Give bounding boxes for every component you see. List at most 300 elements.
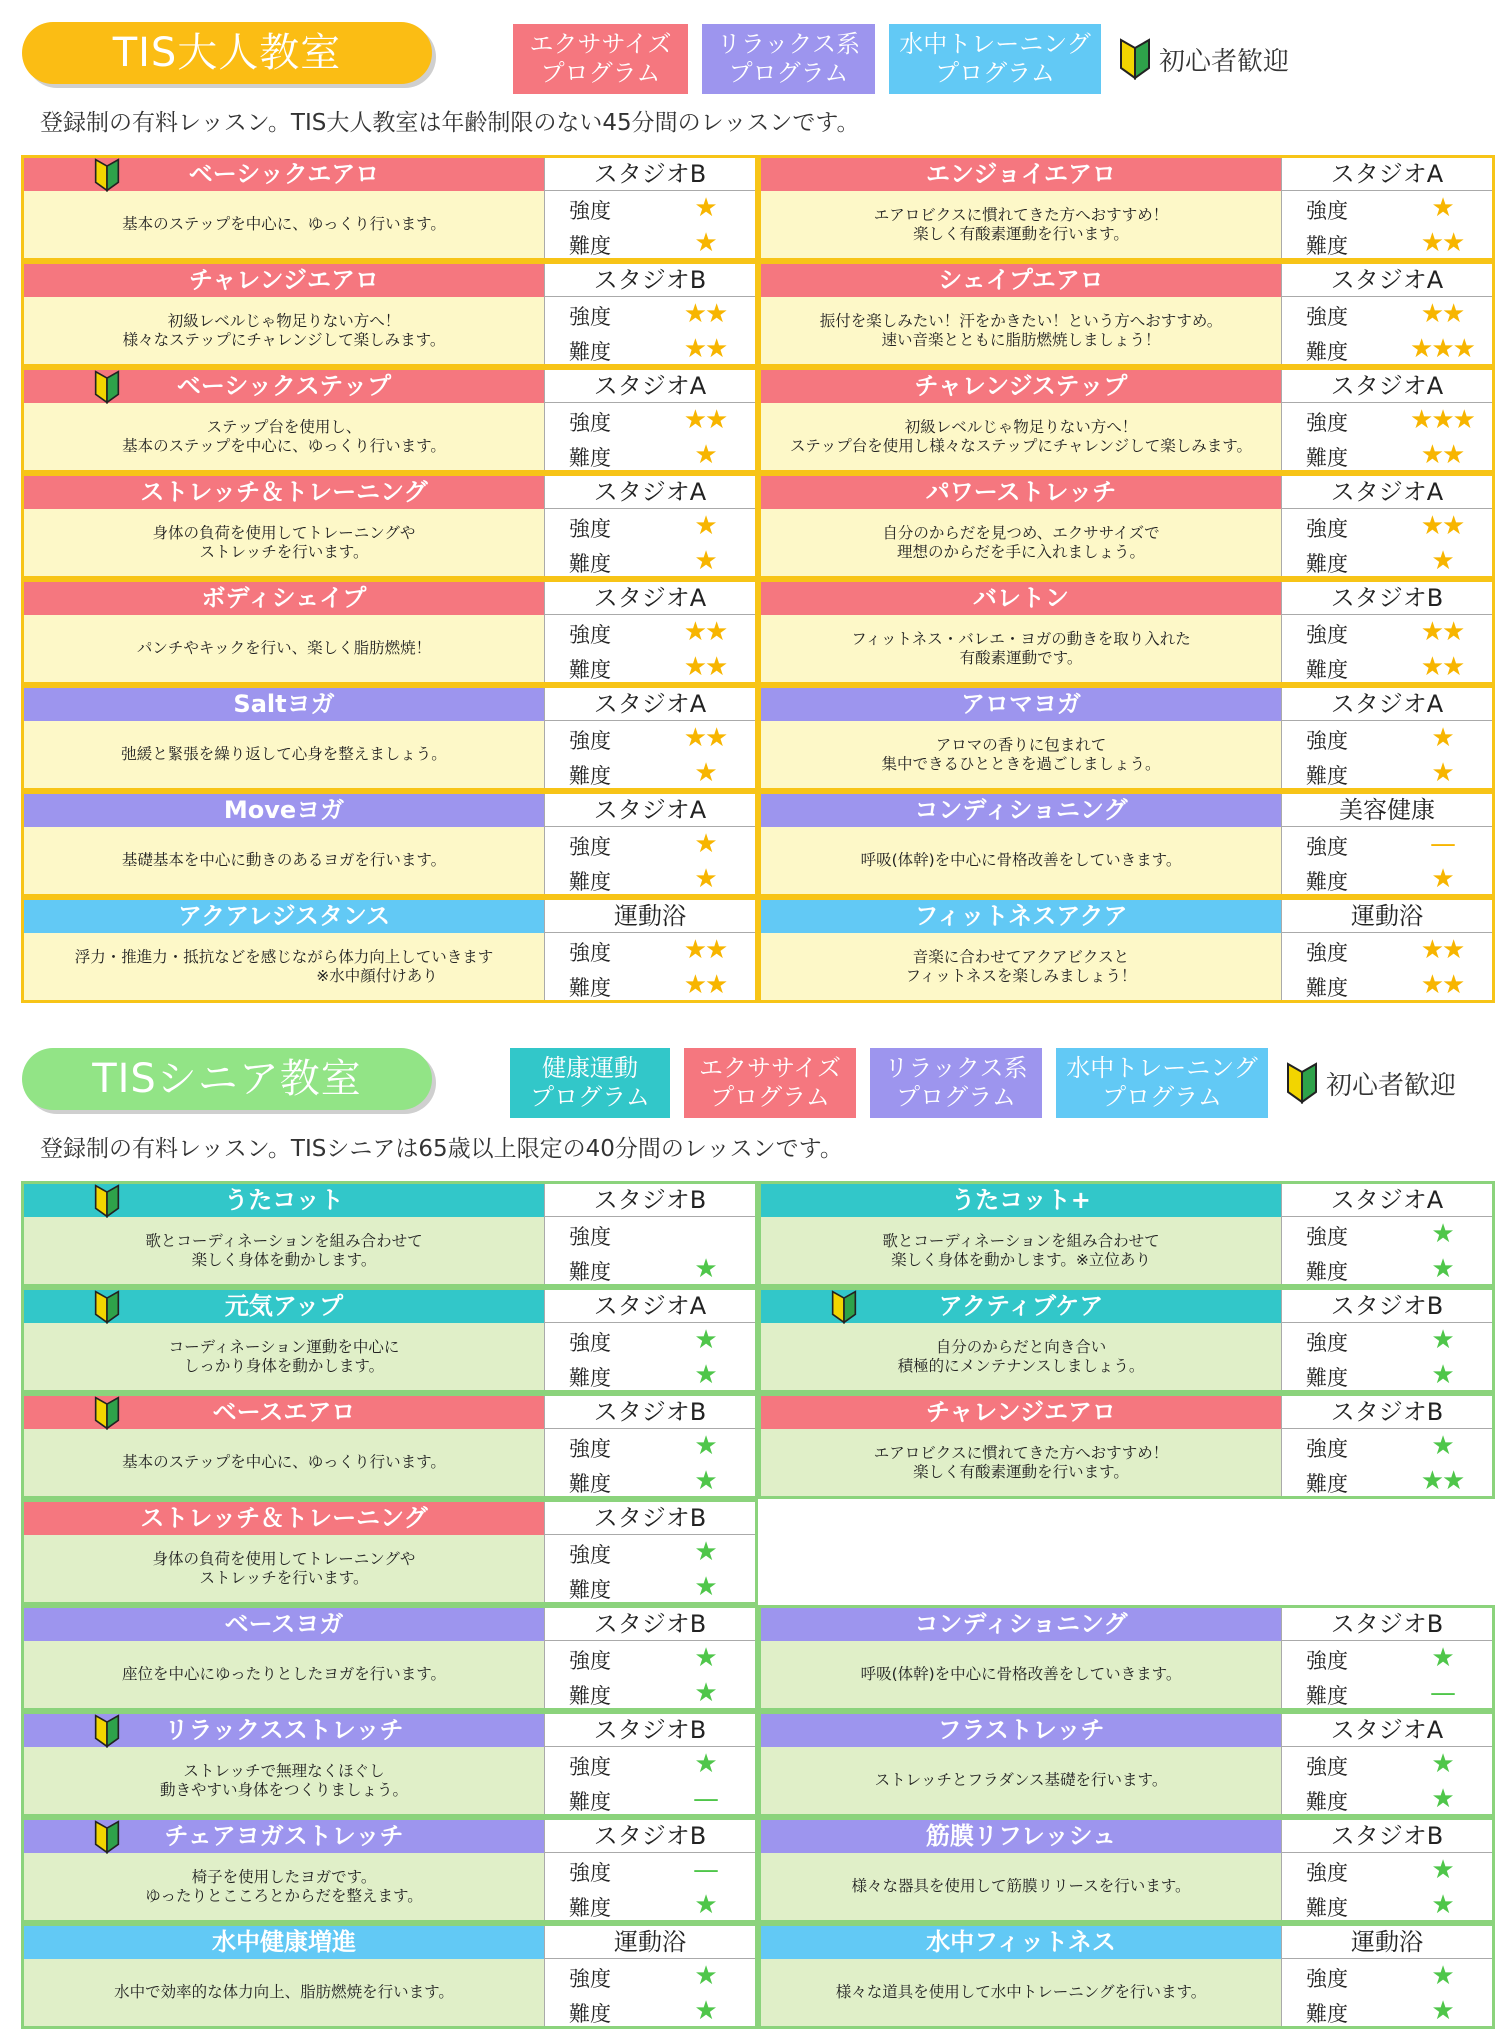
lesson-card (21, 367, 758, 473)
intensity-label: 強度 (569, 1755, 611, 1779)
intensity-label: 強度 (1306, 1331, 1348, 1355)
lesson-studio: スタジオA (544, 688, 755, 721)
lesson-card (21, 685, 758, 791)
difficulty-label: 難度 (1306, 340, 1348, 364)
lesson-ratings (1281, 1853, 1492, 1920)
lesson-name (24, 1396, 544, 1429)
difficulty-row (1282, 1358, 1492, 1394)
difficulty-stars: — (1430, 1678, 1454, 1708)
legend-beginner-label: 初心者歓迎 (1326, 1070, 1457, 1101)
lesson-name (761, 1184, 1281, 1217)
intensity-stars: ★ (1431, 1643, 1453, 1673)
lesson-card (21, 1181, 758, 1287)
difficulty-label: 難度 (569, 1684, 611, 1708)
lesson-description: コーディネーション運動を中心に しっかり身体を動かします。 (168, 1337, 400, 1375)
lesson-card (21, 791, 758, 897)
difficulty-label: 難度 (569, 552, 611, 576)
lesson-name (24, 370, 544, 403)
intensity-stars: ★ (694, 193, 716, 223)
lesson-studio: スタジオB (544, 1714, 755, 1747)
intensity-label: 強度 (1306, 729, 1348, 753)
lesson-ratings (1281, 297, 1492, 364)
lesson-ratings (1281, 721, 1492, 788)
difficulty-label: 難度 (569, 446, 611, 470)
legend-relax-label: リラックス系 プログラム (716, 30, 861, 87)
lesson-card (758, 1817, 1495, 1923)
legend-aqua-label: 水中トレーニング プログラム (1066, 1054, 1258, 1111)
beginner-mark-icon (831, 1290, 857, 1324)
lesson-name-label: 筋膜リフレッシュ (925, 1822, 1117, 1850)
intensity-stars: ★ (694, 1537, 716, 1567)
lesson-description: 様々な器具を使用して筋膜リリースを行います。 (851, 1877, 1191, 1895)
lesson-name-label: チャレンジエアロ (925, 1398, 1117, 1426)
adult-legend (513, 24, 1289, 94)
senior-lesson-grid (21, 1181, 1495, 2031)
intensity-row (545, 1535, 755, 1571)
difficulty-row (545, 650, 755, 686)
lesson-name-label: パワーストレッチ (925, 478, 1117, 506)
lesson-ratings (544, 933, 755, 1000)
lesson-studio: スタジオA (1281, 476, 1492, 509)
lesson-ratings (544, 1959, 755, 2026)
lesson-card (21, 155, 758, 261)
lesson-name-label: ストレッチ＆トレーニング (140, 478, 428, 506)
lesson-description: ステップ台を使用し、 基本のステップを中心に、ゆっくり行います。 (122, 417, 446, 455)
lesson-name (24, 1502, 544, 1535)
difficulty-stars: ★ (1431, 1890, 1453, 1920)
lesson-studio: スタジオA (544, 582, 755, 615)
lesson-name-label: うたコット+ (951, 1186, 1091, 1214)
intensity-row (545, 721, 755, 757)
difficulty-label: 難度 (1306, 764, 1348, 788)
lesson-card (758, 473, 1495, 579)
lesson-card (21, 1287, 758, 1393)
lesson-card (21, 579, 758, 685)
lesson-card (21, 261, 758, 367)
beginner-mark-icon (94, 1184, 120, 1218)
difficulty-stars: ★★ (683, 652, 727, 682)
lesson-name-label: ベースヨガ (224, 1610, 344, 1638)
lesson-name-label: アクティブケア (938, 1292, 1104, 1320)
lesson-studio: スタジオB (544, 1184, 755, 1217)
lesson-name (761, 370, 1281, 403)
lesson-description: 初級レベルじゃ物足りない方へ！ 様々なステップにチャレンジして楽しみます。 (122, 311, 446, 349)
lesson-studio: スタジオB (544, 158, 755, 191)
difficulty-label: 難度 (569, 658, 611, 682)
intensity-row (1282, 1323, 1492, 1359)
lesson-studio: 運動浴 (544, 1926, 755, 1959)
lesson-description: 身体の負荷を使用してトレーニングや ストレッチを行います。 (152, 523, 416, 561)
intensity-row (545, 1959, 755, 1995)
intensity-row (545, 1853, 755, 1889)
intensity-label: 強度 (1306, 411, 1348, 435)
lesson-description: 呼吸(体幹)を中心に骨格改善をしていきます。 (860, 851, 1182, 869)
intensity-row (1282, 615, 1492, 651)
lesson-name (24, 794, 544, 827)
lesson-name (24, 900, 544, 933)
lesson-name (761, 1820, 1281, 1853)
lesson-description: 音楽に合わせてアクアビクスと フィットネスを楽しみましょう！ (905, 947, 1137, 985)
intensity-stars: ★★ (683, 723, 727, 753)
difficulty-row (545, 1676, 755, 1712)
difficulty-label: 難度 (1306, 446, 1348, 470)
difficulty-label: 難度 (1306, 1790, 1348, 1814)
legend-beginner (1286, 1062, 1456, 1104)
intensity-row (545, 403, 755, 439)
lesson-name (24, 582, 544, 615)
difficulty-row (1282, 1252, 1492, 1288)
difficulty-label: 難度 (569, 1472, 611, 1496)
beginner-mark-icon (94, 1714, 120, 1748)
intensity-stars: ★★ (683, 405, 727, 435)
intensity-stars: ★ (1431, 193, 1453, 223)
lesson-name-label: コンディショニング (914, 796, 1128, 824)
legend-health (510, 1048, 670, 1118)
lesson-studio: スタジオB (544, 264, 755, 297)
difficulty-label: 難度 (569, 976, 611, 1000)
lesson-name-label: ベーシックステップ (176, 372, 392, 400)
difficulty-stars: ★ (694, 228, 716, 258)
difficulty-row (545, 1570, 755, 1606)
lesson-name (24, 1926, 544, 1959)
lesson-card (758, 1923, 1495, 2029)
lesson-card (21, 1499, 758, 1605)
lesson-description: 身体の負荷を使用してトレーニングや ストレッチを行います。 (152, 1549, 416, 1587)
difficulty-stars: ★★ (683, 970, 727, 1000)
lesson-description: エアロビクスに慣れてきた方へおすすめ！ 楽しく有酸素運動を行います。 (873, 1443, 1169, 1481)
lesson-ratings (544, 509, 755, 576)
lesson-name (24, 476, 544, 509)
lesson-name (24, 1714, 544, 1747)
difficulty-row (1282, 650, 1492, 686)
lesson-studio: スタジオB (1281, 1290, 1492, 1323)
difficulty-label: 難度 (569, 2002, 611, 2026)
beginner-mark-icon (94, 370, 120, 404)
intensity-row (1282, 1641, 1492, 1677)
intensity-stars: ★ (694, 1431, 716, 1461)
lesson-name (761, 582, 1281, 615)
lesson-name (761, 264, 1281, 297)
beginner-mark-icon (1119, 38, 1151, 80)
difficulty-label: 難度 (569, 764, 611, 788)
lesson-name (24, 1820, 544, 1853)
senior-legend (510, 1048, 1456, 1118)
difficulty-row (545, 226, 755, 262)
lesson-ratings (544, 1853, 755, 1920)
intensity-label: 強度 (569, 1861, 611, 1885)
difficulty-label: 難度 (569, 1366, 611, 1390)
lesson-name-label: ベースエアロ (212, 1398, 356, 1426)
lesson-ratings (544, 1747, 755, 1814)
difficulty-stars: ★ (694, 1254, 716, 1284)
intensity-label: 強度 (1306, 517, 1348, 541)
intensity-stars: ★ (1431, 1749, 1453, 1779)
difficulty-stars: ★ (694, 1360, 716, 1390)
legend-relax-label: リラックス系 プログラム (884, 1054, 1028, 1111)
intensity-stars: ★ (1431, 1855, 1453, 1885)
adult-lesson-grid (21, 155, 1495, 1005)
lesson-card (758, 685, 1495, 791)
lesson-description: 様々な道具を使用して水中トレーニングを行います。 (835, 1983, 1207, 2001)
lesson-ratings (1281, 1323, 1492, 1390)
intensity-row (1282, 403, 1492, 439)
lesson-ratings (1281, 1217, 1492, 1284)
intensity-row (545, 1641, 755, 1677)
intensity-stars: ★ (694, 1325, 716, 1355)
lesson-card (758, 579, 1495, 685)
intensity-label: 強度 (1306, 1437, 1348, 1461)
intensity-label: 強度 (569, 517, 611, 541)
lesson-name (24, 264, 544, 297)
difficulty-stars: ★ (1431, 1996, 1453, 2026)
lesson-name (761, 688, 1281, 721)
lesson-description: 水中で効率的な体力向上、脂肪燃焼を行います。 (114, 1983, 454, 2001)
lesson-card (758, 1711, 1495, 1817)
difficulty-label: 難度 (1306, 234, 1348, 258)
lesson-name (761, 158, 1281, 191)
intensity-row (1282, 827, 1492, 863)
intensity-stars: ★★★ (1410, 405, 1474, 435)
lesson-name-label: チェアヨガストレッチ (164, 1822, 404, 1850)
difficulty-stars: ★ (694, 1996, 716, 2026)
lesson-description: 歌とコーディネーションを組み合わせて 楽しく身体を動かします。※立位あり (882, 1231, 1160, 1269)
lesson-description: 自分のからだを見つめ、エクササイズで 理想のからだを手に入れましょう。 (882, 523, 1160, 561)
lesson-ratings (544, 615, 755, 682)
difficulty-stars: ★★ (1420, 440, 1464, 470)
lesson-studio: 運動浴 (544, 900, 755, 933)
intensity-row (1282, 297, 1492, 333)
lesson-description: 弛緩と緊張を繰り返して心身を整えましょう。 (121, 745, 447, 763)
lesson-card (758, 1605, 1495, 1711)
intensity-label: 強度 (569, 411, 611, 435)
difficulty-label: 難度 (1306, 1472, 1348, 1496)
lesson-name (761, 794, 1281, 827)
intensity-stars: ★★ (1420, 935, 1464, 965)
difficulty-row (545, 544, 755, 580)
intensity-stars: ★★ (683, 617, 727, 647)
lesson-studio: スタジオA (1281, 1184, 1492, 1217)
beginner-mark-icon (94, 1290, 120, 1324)
difficulty-label: 難度 (569, 234, 611, 258)
intensity-label: 強度 (569, 1649, 611, 1673)
intensity-stars: ★ (1431, 1431, 1453, 1461)
lesson-ratings (544, 1429, 755, 1496)
difficulty-label: 難度 (1306, 1366, 1348, 1390)
intensity-stars: — (693, 1855, 717, 1885)
intensity-label: 強度 (1306, 941, 1348, 965)
lesson-name (24, 688, 544, 721)
lesson-name-label: チャレンジステップ (914, 372, 1128, 400)
lesson-studio: スタジオA (1281, 370, 1492, 403)
intensity-stars: ★★ (1420, 617, 1464, 647)
difficulty-row (1282, 1676, 1492, 1712)
lesson-studio: スタジオA (1281, 688, 1492, 721)
difficulty-stars: ★★ (1420, 970, 1464, 1000)
difficulty-stars: ★ (694, 864, 716, 894)
lesson-description: エアロビクスに慣れてきた方へおすすめ！ 楽しく有酸素運動を行います。 (873, 205, 1169, 243)
lesson-studio: スタジオB (1281, 582, 1492, 615)
intensity-row (1282, 1959, 1492, 1995)
lesson-description: 基本のステップを中心に、ゆっくり行います。 (122, 215, 446, 233)
intensity-label: 強度 (569, 199, 611, 223)
difficulty-stars: ★ (694, 546, 716, 576)
intensity-label: 強度 (569, 1543, 611, 1567)
intensity-label: 強度 (569, 1437, 611, 1461)
lesson-studio: スタジオB (1281, 1608, 1492, 1641)
intensity-row (545, 1217, 755, 1253)
difficulty-label: 難度 (569, 1790, 611, 1814)
lesson-ratings (544, 1535, 755, 1602)
intensity-stars: ★ (1431, 1961, 1453, 1991)
lesson-ratings (544, 1217, 755, 1284)
lesson-description: パンチやキックを行い、楽しく脂肪燃焼！ (136, 639, 432, 657)
intensity-stars: — (1430, 829, 1454, 859)
lesson-card (21, 1393, 758, 1499)
intensity-row (545, 509, 755, 545)
lesson-ratings (1281, 1641, 1492, 1708)
difficulty-label: 難度 (569, 1896, 611, 1920)
lesson-card (758, 1393, 1495, 1499)
lesson-name-label: シェイプエアロ (938, 266, 1104, 294)
difficulty-row (545, 1464, 755, 1500)
intensity-row (545, 1429, 755, 1465)
intensity-row (1282, 721, 1492, 757)
lesson-studio: スタジオA (1281, 158, 1492, 191)
lesson-ratings (1281, 1959, 1492, 2026)
lesson-studio: 運動浴 (1281, 1926, 1492, 1959)
intensity-row (545, 827, 755, 863)
adult-title: TIS大人教室 (22, 22, 432, 84)
difficulty-label: 難度 (1306, 1684, 1348, 1708)
difficulty-stars: ★ (1431, 1254, 1453, 1284)
intensity-row (545, 191, 755, 227)
lesson-name-label: 元気アップ (224, 1292, 344, 1320)
intensity-label: 強度 (1306, 199, 1348, 223)
lesson-card (21, 897, 758, 1003)
lesson-studio: スタジオA (544, 476, 755, 509)
beginner-mark-icon (94, 158, 120, 192)
difficulty-stars: ★ (1431, 1784, 1453, 1814)
intensity-label: 強度 (1306, 1649, 1348, 1673)
difficulty-row (545, 1888, 755, 1924)
legend-beginner-label: 初心者歓迎 (1159, 46, 1290, 77)
lesson-studio: スタジオA (1281, 1714, 1492, 1747)
lesson-studio: スタジオB (1281, 1396, 1492, 1429)
lesson-name (761, 1714, 1281, 1747)
intensity-row (1282, 191, 1492, 227)
difficulty-label: 難度 (569, 870, 611, 894)
difficulty-row (545, 756, 755, 792)
lesson-name-label: Moveヨガ (223, 796, 345, 824)
lesson-ratings (544, 403, 755, 470)
difficulty-stars: ★★ (683, 334, 727, 364)
lesson-description: アロマの香りに包まれて 集中できるひとときを過ごしましょう。 (881, 735, 1161, 773)
senior-description: 登録制の有料レッスン。TISシニアは65歳以上限定の40分間のレッスンです。 (40, 1136, 843, 1162)
lesson-ratings (544, 1323, 755, 1390)
senior-title: TISシニア教室 (22, 1048, 432, 1110)
lesson-studio: スタジオB (1281, 1820, 1492, 1853)
lesson-name-label: バレトン (973, 584, 1069, 612)
lesson-studio: スタジオA (544, 1290, 755, 1323)
difficulty-label: 難度 (1306, 870, 1348, 894)
intensity-stars: ★ (694, 511, 716, 541)
lesson-ratings (1281, 827, 1492, 894)
lesson-description: 自分のからだと向き合い 積極的にメンテナンスしましょう。 (897, 1337, 1145, 1375)
difficulty-stars: ★ (694, 1678, 716, 1708)
intensity-row (545, 615, 755, 651)
intensity-row (1282, 933, 1492, 969)
lesson-card (758, 1287, 1495, 1393)
lesson-description: 椅子を使用したヨガです。 ゆったりとこころとからだを整えます。 (145, 1867, 423, 1905)
intensity-row (1282, 1747, 1492, 1783)
lesson-studio: 美容健康 (1281, 794, 1492, 827)
lesson-name-label: うたコット (224, 1186, 344, 1214)
intensity-row (1282, 1853, 1492, 1889)
difficulty-row (1282, 1888, 1492, 1924)
intensity-row (545, 297, 755, 333)
intensity-stars: ★ (694, 1643, 716, 1673)
lesson-ratings (544, 721, 755, 788)
lesson-card (21, 1817, 758, 1923)
intensity-stars: ★ (694, 1749, 716, 1779)
difficulty-row (1282, 756, 1492, 792)
lesson-name (24, 1608, 544, 1641)
difficulty-row (1282, 862, 1492, 898)
legend-exercise-label: エクササイズ プログラム (698, 1054, 842, 1111)
lesson-name (761, 1608, 1281, 1641)
lesson-name-label: ベーシックエアロ (188, 160, 380, 188)
legend-aqua (889, 24, 1101, 94)
lesson-ratings (1281, 509, 1492, 576)
lesson-description: 基礎基本を中心に動きのあるヨガを行います。 (121, 851, 447, 869)
intensity-stars: ★ (1431, 1325, 1453, 1355)
lesson-ratings (1281, 933, 1492, 1000)
intensity-stars: ★★ (1420, 511, 1464, 541)
legend-exercise-label: エクササイズ プログラム (529, 30, 672, 87)
lesson-card (21, 1605, 758, 1711)
difficulty-label: 難度 (1306, 2002, 1348, 2026)
lesson-name-label: チャレンジエアロ (188, 266, 380, 294)
lesson-name-label: エンジョイエアロ (926, 160, 1116, 188)
lesson-name-label: ストレッチ＆トレーニング (140, 1504, 428, 1532)
lesson-ratings (1281, 191, 1492, 258)
lesson-ratings (1281, 1747, 1492, 1814)
difficulty-stars: ★ (694, 758, 716, 788)
intensity-label: 強度 (569, 623, 611, 647)
intensity-label: 強度 (1306, 305, 1348, 329)
legend-exercise (684, 1048, 856, 1118)
lesson-studio: 運動浴 (1281, 900, 1492, 933)
intensity-label: 強度 (569, 941, 611, 965)
difficulty-stars: ★ (1431, 1360, 1453, 1390)
beginner-mark-icon (94, 1396, 120, 1430)
difficulty-stars: ★ (1431, 758, 1453, 788)
adult-description: 登録制の有料レッスン。TIS大人教室は年齢制限のない45分間のレッスンです。 (40, 110, 860, 136)
intensity-label: 強度 (569, 305, 611, 329)
lesson-name-label: コンディショニング (914, 1610, 1128, 1638)
lesson-description: 座位を中心にゆったりとしたヨガを行います。 (121, 1665, 447, 1683)
lesson-card (758, 261, 1495, 367)
lesson-ratings (544, 297, 755, 364)
lesson-name (761, 1926, 1281, 1959)
difficulty-label: 難度 (569, 1578, 611, 1602)
difficulty-row (1282, 438, 1492, 474)
difficulty-row (1282, 1464, 1492, 1500)
intensity-stars: ★ (694, 1961, 716, 1991)
lesson-ratings (1281, 403, 1492, 470)
difficulty-stars: ★ (694, 1466, 716, 1496)
lesson-name-label: 水中フィットネス (926, 1928, 1116, 1956)
